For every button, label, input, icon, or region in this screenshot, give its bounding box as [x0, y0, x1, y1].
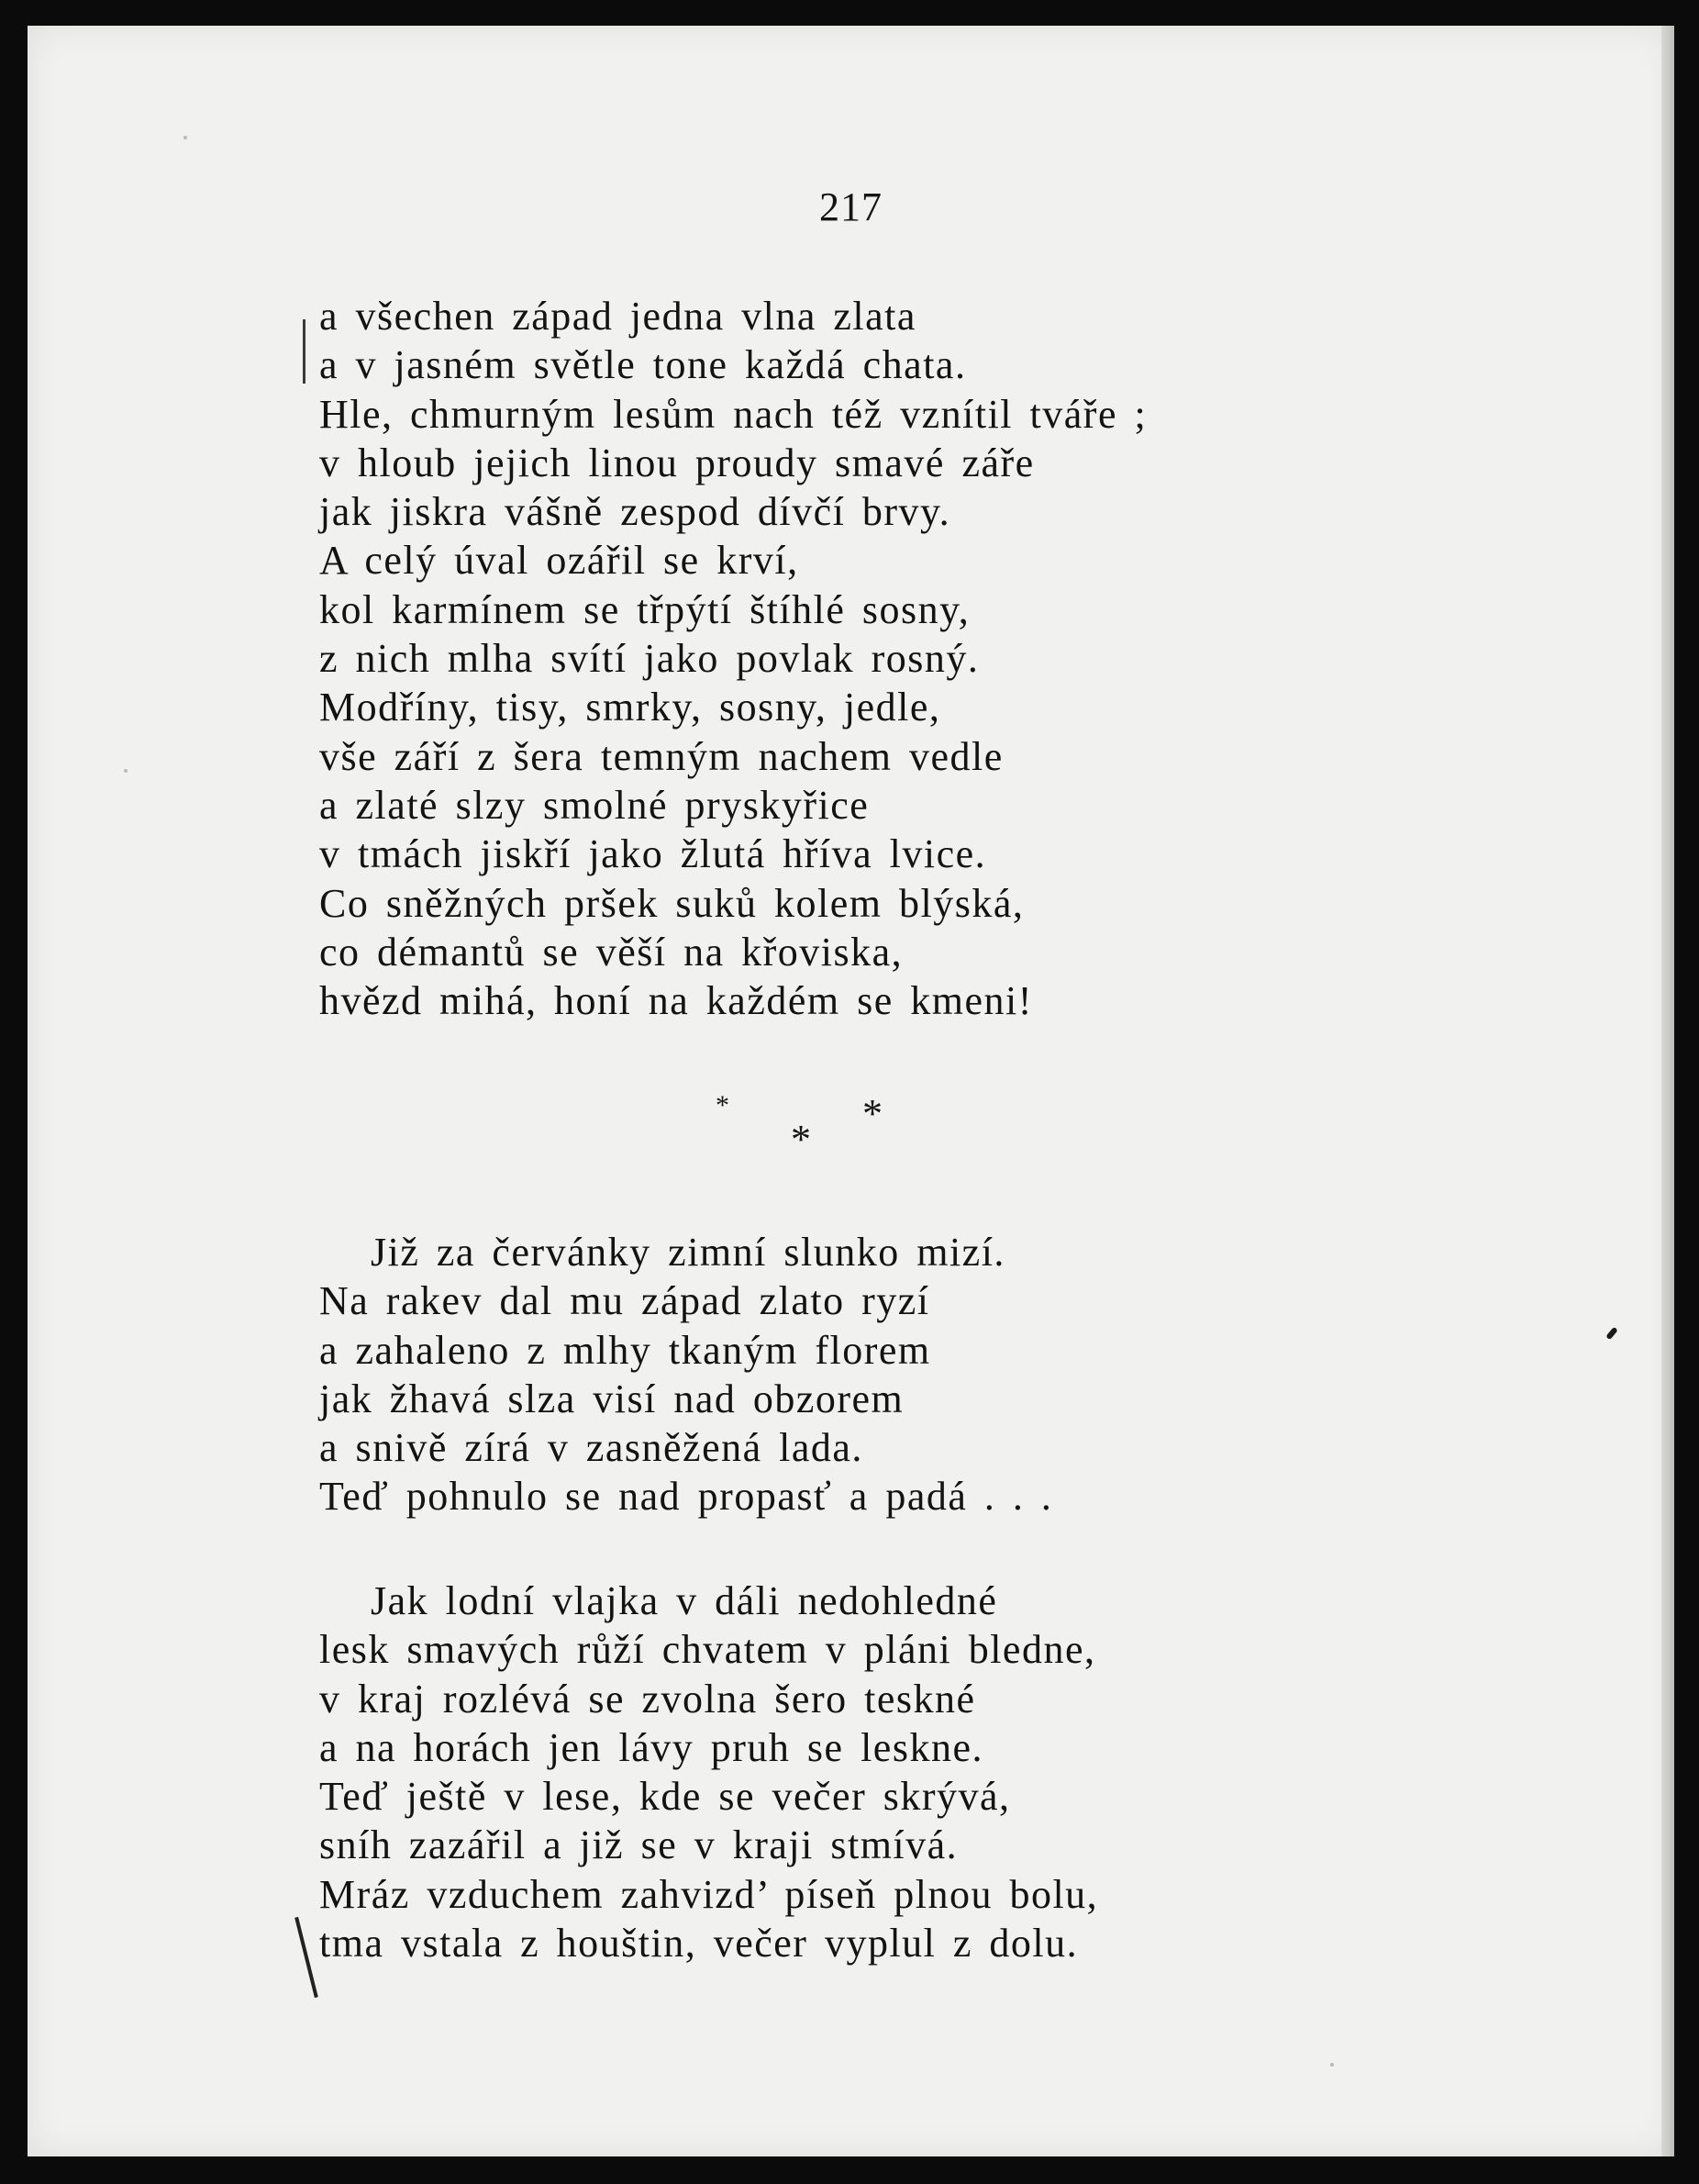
- paper-speck: [124, 769, 128, 773]
- verse-line: hvězd mihá, honí na každém se kmeni!: [319, 978, 1033, 1024]
- verse-line: a zlaté slzy smolné pryskyřice: [319, 782, 870, 828]
- pencil-mark: [294, 1917, 318, 1998]
- poem-stanza-2: [319, 1228, 1052, 1521]
- ink-mark: [1605, 1327, 1618, 1341]
- page-number: 217: [819, 184, 883, 229]
- verse-line: v hloub jejich linou proudy smavé záře: [319, 440, 1035, 485]
- verse-line: Teď pohnulo se nad propasť a padá . . .: [319, 1474, 1053, 1520]
- verse-line: z nich mlha svítí jako povlak rosný.: [319, 636, 980, 682]
- verse-line: v tmách jiskří jako žlutá hříva lvice.: [319, 831, 987, 877]
- verse-line: vše září z šera temným nachem vedle: [319, 733, 1004, 779]
- verse-line: Již za červánky zimní slunko mizí.: [371, 1230, 1005, 1275]
- verse-line: Mráz vzduchem zahvizd’ píseň plnou bolu,: [319, 1871, 1099, 1917]
- verse-line: A celý úval ozářil se krví,: [319, 538, 799, 584]
- page-edge-shadow: [1661, 26, 1674, 2156]
- verse-line: Na rakev dal mu západ zlato ryzí: [319, 1278, 930, 1324]
- verse-line: a v jasném světle tone každá chata.: [319, 342, 967, 388]
- verse-line: Co sněžných pršek suků kolem blýská,: [319, 880, 1025, 926]
- verse-line: v kraj rozlévá se zvolna šero teskné: [319, 1676, 976, 1722]
- section-separator-asterisks: [688, 1090, 927, 1164]
- asterisk: *: [716, 1090, 729, 1120]
- verse-line: jak žhavá slza visí nad obzorem: [319, 1376, 905, 1421]
- verse-line: jak jiskra vášně zespod dívčí brvy.: [319, 489, 951, 535]
- verse-line: tma vstala z houštin, večer vyplul z dolu.: [319, 1921, 1079, 1967]
- verse-line: a na horách jen lávy pruh se leskne.: [319, 1724, 983, 1770]
- paper-speck: [1330, 2063, 1334, 2067]
- verse-line: Modříny, tisy, smrky, sosny, jedle,: [319, 685, 941, 730]
- verse-line: Teď ještě v lese, kde se večer skrývá,: [319, 1774, 1011, 1820]
- asterisk: *: [862, 1091, 883, 1136]
- poem-stanza-3: [319, 1577, 1098, 1967]
- asterisk: *: [791, 1117, 811, 1162]
- book-page: [28, 26, 1674, 2156]
- paper-speck: [183, 136, 187, 139]
- verse-line: a snivě zírá v zasněžená lada.: [319, 1425, 863, 1471]
- verse-line: Hle, chmurným lesům nach též vznítil tváře ;: [319, 391, 1148, 437]
- poem-stanza-1: [319, 292, 1147, 1025]
- margin-bracket-mark: [303, 319, 305, 384]
- verse-line: sníh zazářil a již se v kraji stmívá.: [319, 1822, 959, 1868]
- verse-line: a zahaleno z mlhy tkaným florem: [319, 1327, 931, 1373]
- verse-line: co démantů se věší na křoviska,: [319, 929, 904, 975]
- verse-line: kol karmínem se třpýtí štíhlé sosny,: [319, 586, 971, 632]
- verse-line: a všechen západ jedna vlna zlata: [319, 294, 916, 339]
- verse-line: lesk smavých růží chvatem v pláni bledne,: [319, 1627, 1096, 1673]
- verse-line: Jak lodní vlajka v dáli nedohledné: [371, 1578, 998, 1623]
